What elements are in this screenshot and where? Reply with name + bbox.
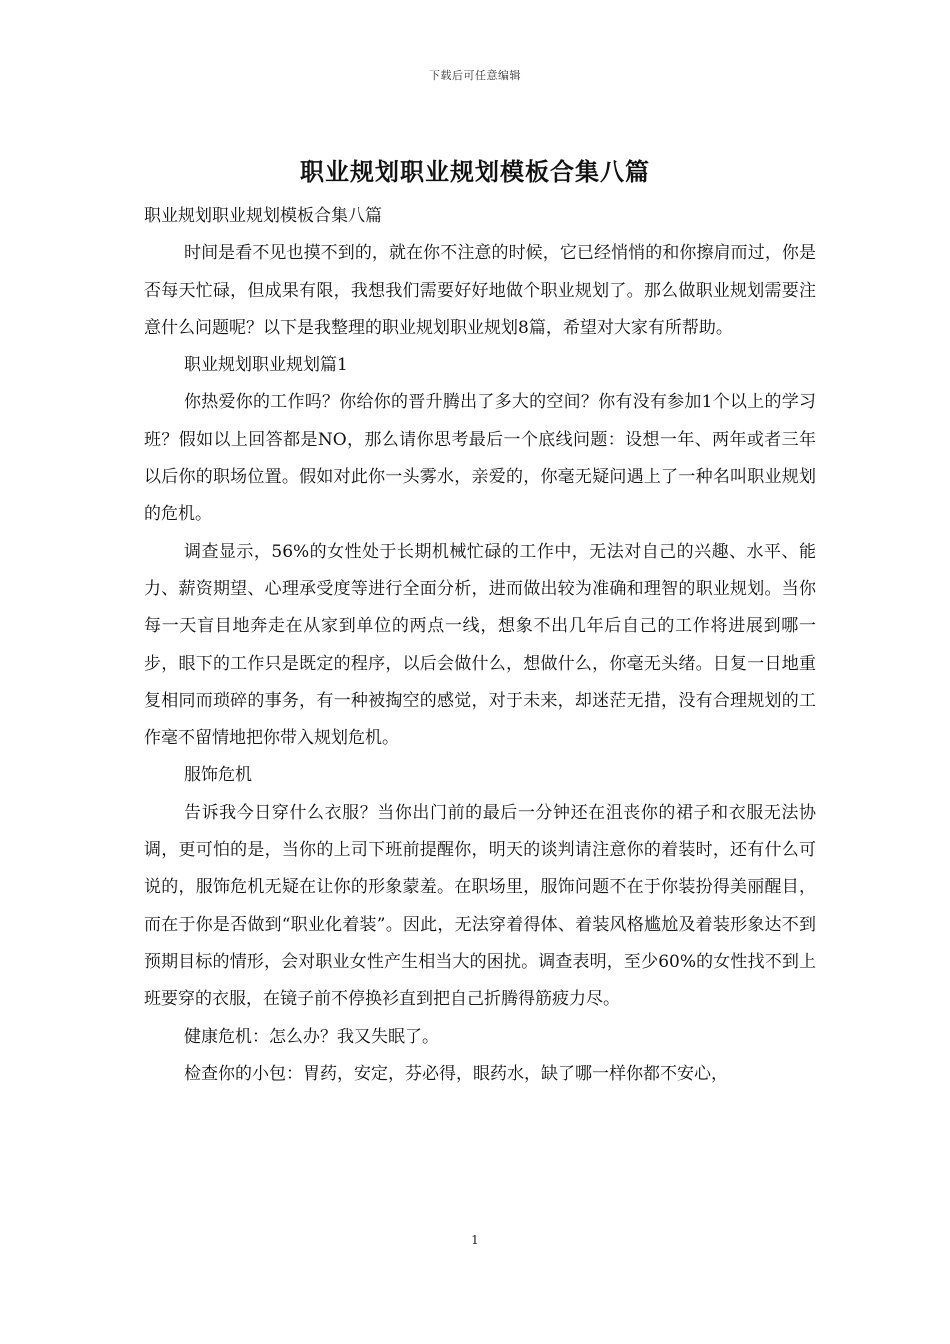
- subtitle-paragraph: 职业规划职业规划模板合集八篇: [144, 206, 382, 226]
- body-paragraph: 你热爱你的工作吗？你给你的晋升腾出了多大的空间？你有没有参加1个以上的学习班？假如以上回答都是NO，那么请你思考最后一个底线问题：设想一年、两年或者三年以后你的职场位置。假如对此你一头雾水，亲爱的，你毫无疑问遇上了一种名叫职业规划的危机。: [144, 392, 816, 525]
- body-paragraph: 调查显示，56%的女性处于长期机械忙碌的工作中，无法对自己的兴趣、水平、能力、薪资期望、心理承受度等进行全面分析，进而做出较为准确和理智的职业规划。当你每一天盲目地奔走在从家到单位的两点一线，想象不出几年后自己的工作将进展到哪一步，眼下的工作只是既定的程序，以后会做什么，想做什么，你毫无头绪。日复一日地重复相同而琐碎的事务，有一种被掏空的感觉，对于未来，却迷茫无措，没有合理规划的工作毫不留情地把你带入规划危机。: [144, 541, 816, 749]
- body-paragraph: 告诉我今日穿什么衣服？当你出门前的最后一分钟还在沮丧你的裙子和衣服无法协调，更可怕的是，当你的上司下班前提醒你，明天的谈判请注意你的着装时，还有什么可说的，服饰危机无疑在让你的形象蒙羞。在职场里，服饰问题不在于你装扮得美丽醒目，而在于你是否做到“职业化着装”。因此，无法穿着得体、着装风格尴尬及着装形象达不到预期目标的情形，会对职业女性产生相当大的困扰。调查表明，至少60%的女性找不到上班要穿的衣服，在镜子前不停换衫直到把自己折腾得筋疲力尽。: [144, 802, 816, 1010]
- document-body: [144, 198, 816, 1093]
- section-heading: 健康危机：怎么办？我又失眠了。: [184, 1026, 439, 1047]
- body-paragraph: 检查你的小包：胃药，安定，芬必得，眼药水，缺了哪一样你都不安心，: [184, 1063, 728, 1084]
- page-number: 1: [471, 1233, 479, 1247]
- header-note: 下载后可任意编辑: [429, 69, 521, 82]
- intro-paragraph: 时间是看不见也摸不到的，就在你不注意的时候，它已经悄悄的和你擦肩而过，你是否每天忙碌，但成果有限，我想我们需要好好地做个职业规划了。那么做职业规划需要注意什么问题呢？以下是我整理的职业规划职业规划8篇，希望对大家有所帮助。: [144, 243, 816, 338]
- section-heading: 职业规划职业规划篇1: [184, 355, 348, 376]
- section-heading: 服饰危机: [184, 765, 252, 786]
- document-title: 职业规划职业规划模板合集八篇: [300, 157, 650, 186]
